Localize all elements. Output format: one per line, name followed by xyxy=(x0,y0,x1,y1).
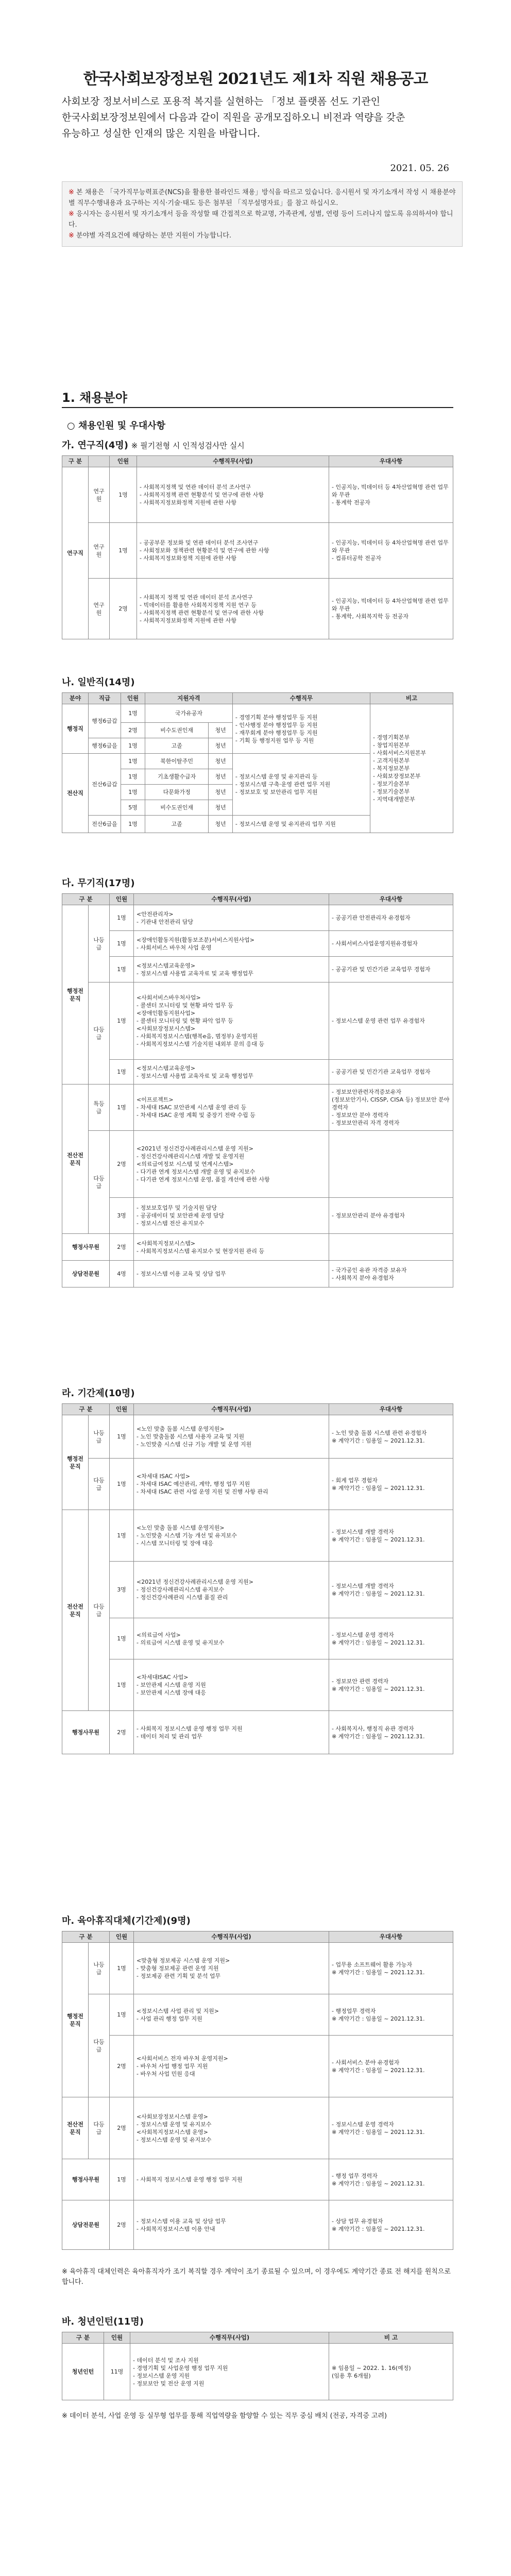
qual-cell: 국가유공자 xyxy=(145,704,233,723)
qual2-cell: 청년 xyxy=(209,816,233,833)
pref-cell: - 정보시스템 운영 경력자 ※ 계약기간 : 임용일 ~ 2021.12.31. xyxy=(329,1618,453,1659)
bullet-icon: ※ xyxy=(69,232,77,240)
table-heading-general: 나. 일반직(14명) xyxy=(62,677,135,688)
count-cell: 2명 xyxy=(121,723,145,738)
duties-cell: - 공공부문 정보화 및 연관 데이터 분석 조사연구 - 사회정보화 정책관련 현황분석 및 연구에 관한 사항 - 사회복지정보화정책 지원에 관한 사항 xyxy=(137,523,329,579)
count-cell: 1명 xyxy=(110,2159,134,2200)
field-cell: 행정직 xyxy=(62,704,89,754)
count-cell: 11명 xyxy=(104,2344,130,2400)
duties-cell: - 데이터 분석 및 조사 지원 - 경영기획 및 사업운영 행정 업무 지원 - 정보시스템 운영 지원 - 정보보안 및 전산 운영 지원 xyxy=(130,2344,329,2400)
table-permanent xyxy=(62,893,453,1287)
table-row xyxy=(62,1994,453,2036)
table-row xyxy=(62,1261,453,1287)
table-row xyxy=(62,2200,453,2250)
count-cell: 2명 xyxy=(110,1711,134,1754)
note-cell: - 경영기획본부 - 창업지원본부 - 사회서비스지원본부 - 고객지원본부 - 복지정보본부 - 사회보장정보본부 - 정보기술본부 - 정보기술본부 - 지역대개발본부 xyxy=(370,704,453,833)
column-header: 인원 xyxy=(110,456,137,467)
pref-cell: - 회계 업무 경험자 ※ 계약기간 : 임용일 ~ 2021.12.31. xyxy=(329,1459,453,1510)
sub-cell: 연구원 xyxy=(89,579,110,639)
column-header: 지원자격 xyxy=(145,693,233,704)
grade-cell: 다등급 xyxy=(89,982,110,1084)
grade-cell: 나등급 xyxy=(89,905,110,982)
table-row xyxy=(62,1084,453,1131)
duties-cell: <의료급여 사업> - 의료급여 시스템 운영 및 유지보수 xyxy=(134,1618,329,1659)
count-cell: 1명 xyxy=(110,523,137,579)
table-row xyxy=(62,2344,453,2400)
count-cell: 1명 xyxy=(110,467,137,523)
table-header-row xyxy=(62,693,453,704)
table-row xyxy=(62,905,453,931)
duties-cell: <노인 맞춤 돌봄 시스템 운영지원> - 노인맞춤 시스템 기능 개선 및 유지보수 - 시스템 모니터링 및 장애 대응 xyxy=(134,1510,329,1562)
column-header: 인원 xyxy=(110,894,134,905)
grade-cell: 행정6급을 xyxy=(89,738,121,754)
duties-cell: <정보시스템교육운영> - 정보시스템 사용법 교육자료 및 교육 행정업무 xyxy=(134,957,329,982)
duties-cell: <사회보장정보시스템 운영> - 정보시스템 운영 및 유지보수 <사회복지정보시스템 운영> - 정보시스템 운영 및 유지보수 xyxy=(134,2097,329,2159)
group-cell: 행정사무원 xyxy=(62,1234,110,1261)
qual2-cell: 청년 xyxy=(209,785,233,800)
table-row xyxy=(62,1562,453,1618)
count-cell: 3명 xyxy=(110,1562,134,1618)
subsection-heading: ○ 채용인원 및 우대사항 xyxy=(67,420,166,431)
count-cell: 1명 xyxy=(110,982,134,1060)
table-header-row xyxy=(62,2332,453,2344)
pref-cell: - 노인 맞춤 돌봄 시스템 관련 유경험자 ※ 계약기간 : 임용일 ~ 2021.12.31. xyxy=(329,1415,453,1459)
pref-cell xyxy=(329,1234,453,1261)
pref-cell: - 사회서비스사업운영지원유경험자 xyxy=(329,931,453,957)
group-cell: 행정전문직 xyxy=(62,1415,89,1510)
grade-cell: 행정6급갑 xyxy=(89,704,121,738)
grade-cell: 나등급 xyxy=(89,1943,110,1994)
table-contract xyxy=(62,1403,453,1754)
count-cell: 1명 xyxy=(110,1060,134,1084)
table-row xyxy=(62,1711,453,1754)
pref-cell: - 사회서비스 분야 유경험자 ※ 계약기간 : 임용일 ~ 2021.12.31. xyxy=(329,2036,453,2097)
group-cell: 전산전문직 xyxy=(62,1084,89,1234)
circle-icon: ○ xyxy=(67,420,78,431)
column-header: 구 분 xyxy=(62,1404,110,1415)
table-header-row xyxy=(62,1404,453,1415)
grade-cell: 전산6급을 xyxy=(89,816,121,833)
group-cell: 행정사무원 xyxy=(62,2159,110,2200)
duties-cell: <차세대ISAC 사업> - 보안관제 시스템 운영 지원 - 보안관제 시스템 장애 대응 xyxy=(134,1659,329,1711)
duties-cell: - 정보시스템 운영 및 유지관리 업무 지원 xyxy=(232,816,370,833)
group-cell: 행정사무원 xyxy=(62,1711,110,1754)
table-row xyxy=(62,1060,453,1084)
pref-cell: - 인공지능, 빅데이터 등 4차산업혁명 관련 업무와 무관 - 통계학, 사회복지학 등 전공자 xyxy=(329,579,453,639)
table-row xyxy=(62,957,453,982)
pref-cell: - 공공기관 안전관리자 유경험자 xyxy=(329,905,453,931)
table-heading-research: 가. 연구직(4명) ※ 필기전형 시 인적성검사만 실시 xyxy=(62,440,245,451)
column-header: 구 분 xyxy=(62,1931,110,1943)
group-cell: 상담전문원 xyxy=(62,1261,110,1287)
pref-cell: - 상담 업무 유경험자 ※ 계약기간 : 임용일 ~ 2021.12.31. xyxy=(329,2200,453,2250)
column-header: 인원 xyxy=(121,693,145,704)
column-header: 인원 xyxy=(110,1404,134,1415)
duties-cell: <안전관리자> - 기관내 안전관리 담당 xyxy=(134,905,329,931)
grade-cell: 다등급 xyxy=(89,1131,110,1234)
column-header: 수행직무 xyxy=(232,693,370,704)
duties-cell: <사회서비스바우처사업> - 콜센터 모니터링 및 현황 파악 업무 등 <장애인활동지원사업> - 콜센터 모니터링 및 현황 파악 업무 등 <사회보장정보시스템> - 사회복지정보시스템(행복e음, 범정부) 운영지원 - 사회복지정보시스템 기술지원 내외부 문의 응대 등 xyxy=(134,982,329,1060)
duties-cell: <이프로젝트> - 차세대 ISAC 보안관제 시스템 운영 관리 등 - 차세대 ISAC 운영 계획 및 중장기 전략 수립 등 xyxy=(134,1084,329,1131)
table-header-row xyxy=(62,456,453,467)
count-cell: 4명 xyxy=(110,1261,134,1287)
sub-cell: 연구원 xyxy=(89,523,110,579)
count-cell: 1명 xyxy=(110,1084,134,1131)
column-header: 수행직무(사업) xyxy=(137,456,329,467)
duties-cell: <장애인활동지원(활동보조분)서비스지원사업> - 사회서비스 바우처 사업 운영 xyxy=(134,931,329,957)
column-header: 인원 xyxy=(110,1931,134,1943)
column-header: 수행직무(사업) xyxy=(134,1404,329,1415)
qual-cell: 기초생활수급자 xyxy=(145,769,209,785)
pref-cell: - 행정업무 경력자 ※ 계약기간 : 임용일 ~ 2021.12.31. xyxy=(329,1994,453,2036)
duties-cell: - 정보보호업무 및 기술지원 담당 - 공공데이터 및 보안관제 운영 담당 - 정보시스템 전산 유지보수 xyxy=(134,1198,329,1234)
pref-cell: - 정보보안관련자격증보유자 (정보보안기사, CISSP, CISA 등) 정보보안 분야 경력자 - 정보보안 분야 경력자 - 정보보안관리 자격 경력자 xyxy=(329,1084,453,1131)
announcement-date: 2021. 05. 26 xyxy=(390,163,449,174)
count-cell: 2명 xyxy=(110,1234,134,1261)
table-row xyxy=(62,2159,453,2200)
pref-cell: - 정보시스템 운영 경력자 ※ 계약기간 : 임용일 ~ 2021.12.31. xyxy=(329,2097,453,2159)
column-header: 수행직무(사업) xyxy=(134,894,329,905)
qual2-cell: 청년 xyxy=(209,738,233,754)
count-cell: 1명 xyxy=(110,1415,134,1459)
count-cell: 1명 xyxy=(110,905,134,931)
duties-cell: <2021년 정신건강사례관리시스템 운영 지원> - 정신건강사례관리시스템 유지보수 - 정신건강사례관리 시스템 품질 관리 xyxy=(134,1562,329,1618)
table-header-row xyxy=(62,894,453,905)
qual2-cell: 청년 xyxy=(209,769,233,785)
count-cell: 2명 xyxy=(110,1131,134,1198)
column-header: 비 고 xyxy=(329,2332,453,2344)
notice-item: ※ 응시자는 응시원서 및 자기소개서 등을 작성할 때 간접적으로 학교명, 가족관계, 성별, 연령 등이 드러나지 않도록 유의하셔야 합니다. xyxy=(69,210,453,229)
table-row xyxy=(62,1510,453,1562)
count-cell: 1명 xyxy=(110,957,134,982)
duties-cell: - 사회복지정책 및 연관 데이터 분석 조사연구 - 사회복지정책 관련 현황분석 및 연구에 관한 사항 - 사회복지정보화정책 지원에 관한 사항 xyxy=(137,467,329,523)
table-row xyxy=(62,1234,453,1261)
table-heading-intern: 바. 청년인턴(11명) xyxy=(62,2316,144,2327)
table-heading-contract: 라. 기간제(10명) xyxy=(62,1388,135,1399)
count-cell: 5명 xyxy=(121,800,145,816)
grade-cell: 전산6급갑 xyxy=(89,754,121,816)
table-row xyxy=(62,1415,453,1459)
section-divider xyxy=(62,407,453,408)
duties-cell: - 정보시스템 운영 및 유지관리 등 - 정보시스템 구축·운영 관련 업무 지원 - 정보보호 및 보안관리 업무 지원 xyxy=(232,754,370,816)
duties-cell: - 정보시스템 이용 교육 및 상담 업무 xyxy=(134,1261,329,1287)
column-header xyxy=(89,456,110,467)
duties-cell: <2021년 정신건강사례관리시스템 운영 지원> - 정신건강사례관리시스템 개발 및 운영지원 <의료급여정보 시스템 및 연계시스템> - 다기관 연계 정보시스템 개발 운영 및 유지보수 - 다기관 연계 정보시스템 운영, 품질 개선에 관한 사항 xyxy=(134,1131,329,1198)
grade-cell: 다등급 xyxy=(89,2097,110,2159)
grade-cell: 다등급 xyxy=(89,1994,110,2097)
pref-cell: - 국가공인 유관 자격증 보유자 - 사회복지 분야 유경험자 xyxy=(329,1261,453,1287)
pref-cell: - 업무용 소프트웨어 활용 가능자 ※ 계약기간 : 임용일 ~ 2021.12.31. xyxy=(329,1943,453,1994)
field-cell: 전산직 xyxy=(62,754,89,833)
table-header-row xyxy=(62,1931,453,1943)
duties-cell: - 정보시스템 이용 교육 및 상담 업무 - 사회복지정보시스템 이용 안내 xyxy=(134,2200,329,2250)
table-heading-parental: 마. 육아휴직대체(기간제)(9명) xyxy=(62,1916,191,1926)
column-header: 수행직무(사업) xyxy=(134,1931,329,1943)
qual-cell: 고졸 xyxy=(145,816,209,833)
count-cell: 2명 xyxy=(110,579,137,639)
duties-cell: <차세대 ISAC 사업> - 차세대 ISAC 예산관리, 계약, 행정 업무 지원 - 차세대 ISAC 관련 사업 운영 지원 및 진행 사항 관리 xyxy=(134,1459,329,1510)
notice-item: ※ 본 채용은 「국가직무능력표준(NCS)을 활용한 블라인드 채용」방식을 따르고 있습니다. 응시원서 및 자기소개서 작성 시 채용분야별 직무수행내용과 요구하는 지식·기술·태도 등은 첨부된 「직무설명자료」를 참고 하십시오. xyxy=(69,189,456,207)
column-header: 수행직무(사업) xyxy=(130,2332,329,2344)
count-cell: 3명 xyxy=(110,1198,134,1234)
pref-cell: - 행정 업무 경력자 ※ 계약기간 : 임용일 ~ 2021.12.31. xyxy=(329,2159,453,2200)
pref-cell: - 정보시스템 개발 경력자 ※ 계약기간 : 임용일 ~ 2021.12.31. xyxy=(329,1562,453,1618)
table-row xyxy=(62,2097,453,2159)
duties-cell: - 사회복지 정보시스템 운영 행정 업무 지원 xyxy=(134,2159,329,2200)
footnote-intern: ※ 데이터 분석, 사업 운영 등 실무형 업무를 통해 직업역량을 함양할 수 있는 직무 중심 배치 (전공, 자격증 고려) xyxy=(62,2412,387,2420)
count-cell: 1명 xyxy=(121,785,145,800)
column-header: 우대사항 xyxy=(329,1404,453,1415)
footnote-parental: ※ 육아휴직 대체인력은 육아휴직자가 조기 복직할 경우 계약이 조기 종료될 수 있으며, 이 경우에도 계약기간 종료 전 해지를 원칙으로 합니다. xyxy=(62,2268,451,2286)
pref-cell: ※ 임용일 ~ 2022. 1. 16(예정) (임용 후 6개월) xyxy=(329,2344,453,2400)
qual-cell: 비수도권인재 xyxy=(145,723,209,738)
table-research xyxy=(62,455,453,639)
notice-item: ※ 분야별 자격요건에 해당하는 분만 지원이 가능합니다. xyxy=(69,232,232,240)
table-row xyxy=(62,467,453,523)
pref-cell: - 정보시스템 개발 경력자 ※ 계약기간 : 임용일 ~ 2021.12.31. xyxy=(329,1510,453,1562)
qual2-cell: 청년 xyxy=(209,723,233,738)
grade-cell: 나등급 xyxy=(89,1415,110,1459)
count-cell: 1명 xyxy=(110,1659,134,1711)
pref-cell: - 인공지능, 빅데이터 등 4차산업혁명 관련 업무와 무관 - 컴퓨터공학 전공자 xyxy=(329,523,453,579)
count-cell: 1명 xyxy=(110,1459,134,1510)
column-header: 우대사항 xyxy=(329,894,453,905)
duties-cell: <사회복지정보시스템> - 사회복지정보시스템 유지보수 및 현장지원 관리 등 xyxy=(134,1234,329,1261)
count-cell: 1명 xyxy=(121,754,145,769)
column-header: 우대사항 xyxy=(329,1931,453,1943)
table-row xyxy=(62,579,453,639)
column-header: 직급 xyxy=(89,693,121,704)
duties-cell: <사회서비스 전자 바우처 운영지원> - 바우처 사업 행정 업무 지원 - 바우처 사업 민원 응대 xyxy=(134,2036,329,2097)
count-cell: 2명 xyxy=(110,2097,134,2159)
column-header: 구 분 xyxy=(62,2332,104,2344)
table-row xyxy=(62,1618,453,1659)
pref-cell: - 공공기관 및 민간기관 교육업무 경험자 xyxy=(329,957,453,982)
qual-cell: 비수도권인재 xyxy=(145,800,209,816)
page-title: 한국사회보장정보원 2021년도 제1차 직원 채용공고 xyxy=(83,70,428,88)
count-cell: 1명 xyxy=(121,704,145,723)
table-parental xyxy=(62,1931,453,2250)
intro-line: 유능하고 성실한 인재의 많은 지원을 바랍니다. xyxy=(62,128,260,139)
table-row xyxy=(62,931,453,957)
sub-cell: 연구원 xyxy=(89,467,110,523)
duties-cell: - 사회복지 정보시스템 운영 행정 업무 지원 - 데이터 처리 및 관리 업무 xyxy=(134,1711,329,1754)
count-cell: 2명 xyxy=(110,2036,134,2097)
count-cell: 1명 xyxy=(110,1618,134,1659)
qual-cell: 고졸 xyxy=(145,738,209,754)
count-cell: 1명 xyxy=(121,738,145,754)
group-cell: 전산전문직 xyxy=(62,2097,89,2159)
table-row xyxy=(62,1131,453,1198)
intro-line: 사회보장 정보서비스로 포용적 복지를 실현하는 「정보 플랫폼 선도 기관인 xyxy=(62,96,380,107)
section-heading: 1. 채용분야 xyxy=(62,391,127,405)
qual-cell: 다문화가정 xyxy=(145,785,209,800)
grade-cell: 다등급 xyxy=(89,1459,110,1510)
count-cell: 1명 xyxy=(110,1994,134,2036)
qual2-cell: 청년 xyxy=(209,800,233,816)
column-header: 분야 xyxy=(62,693,89,704)
count-cell: 1명 xyxy=(110,1943,134,1994)
table-row xyxy=(62,523,453,579)
qual-cell: 북한이탈주민 xyxy=(145,754,209,769)
table-heading-permanent: 다. 무기직(17명) xyxy=(62,878,135,889)
bullet-icon: ※ xyxy=(69,189,77,196)
duties-cell: <노인 맞춤 돌봄 시스템 운영지원> - 노인 맞춤돌봄 시스템 사용자 교육 및 지원 - 노인맞춤 시스템 신규 기능 개발 및 운영 지원 xyxy=(134,1415,329,1459)
column-header: 우대사항 xyxy=(329,456,453,467)
duties-cell: <정보시스템 사업 관리 및 지원> - 사업 관리 행정 업무 지원 xyxy=(134,1994,329,2036)
pref-cell xyxy=(329,1131,453,1198)
table-row xyxy=(62,1659,453,1711)
group-cell: 행정전문직 xyxy=(62,1943,89,2097)
count-cell: 1명 xyxy=(121,816,145,833)
table-general xyxy=(62,692,453,833)
count-cell: 1명 xyxy=(110,1510,134,1562)
pref-cell: - 정보보안 관련 경력자 ※ 계약기간 : 임용일 ~ 2021.12.31. xyxy=(329,1659,453,1711)
column-header: 구 분 xyxy=(62,894,110,905)
table-row xyxy=(62,704,453,723)
table-intern xyxy=(62,2332,453,2400)
pref-cell: - 공공기관 및 민간기관 교육업무 경험자 xyxy=(329,1060,453,1084)
count-cell: 1명 xyxy=(110,931,134,957)
pref-cell: - 정보보안관리 분야 유경험자 xyxy=(329,1198,453,1234)
duties-cell: <맞춤형 정보제공 시스템 운영 지원> - 맞춤형 정보제공 관련 운영 지원 - 정보제공 관련 기획 및 분석 업무 xyxy=(134,1943,329,1994)
grade-cell: 다등급 xyxy=(89,1510,110,1711)
notice-box xyxy=(62,181,463,247)
column-header: 비고 xyxy=(370,693,453,704)
group-cell: 행정전문직 xyxy=(62,905,89,1084)
column-header: 인원 xyxy=(104,2332,130,2344)
count-cell: 1명 xyxy=(121,769,145,785)
table-row xyxy=(62,1198,453,1234)
table-row xyxy=(62,1943,453,1994)
intro-paragraph xyxy=(62,94,453,142)
grade-cell: 특등급 xyxy=(89,1084,110,1131)
qual2-cell: 청년 xyxy=(209,754,233,769)
column-header: 구 분 xyxy=(62,456,89,467)
bullet-icon: ※ xyxy=(69,210,77,218)
group-cell: 전산전문직 xyxy=(62,1510,89,1711)
duties-cell: - 사회복지 정책 및 연관 데이터 분석 조사연구 - 빅데이터를 활용한 사회복지정책 지원 연구 등 - 사회복지정책 관련 현황분석 및 연구에 관한 사항 - 사회복지정보화정책 지원에 관한 사항 xyxy=(137,579,329,639)
intro-line: 한국사회보장정보원에서 다음과 같이 직원을 공개모집하오니 비전과 역량을 갖춘 xyxy=(62,112,405,123)
table-row xyxy=(62,982,453,1060)
table-row xyxy=(62,2036,453,2097)
duties-cell: <정보시스템교육운영> - 정보시스템 사용법 교육자료 및 교육 행정업무 xyxy=(134,1060,329,1084)
pref-cell: - 인공지능, 빅데이터 등 4차산업혁명 관련 업무와 무관 - 통계학 전공자 xyxy=(329,467,453,523)
table-row xyxy=(62,1459,453,1510)
pref-cell: - 정보시스템 운영 관련 업무 유경험자 xyxy=(329,982,453,1060)
group-cell: 상담전문원 xyxy=(62,2200,110,2250)
group-cell: 청년인턴 xyxy=(62,2344,104,2400)
duties-cell: - 경영기획 분야 행정업무 등 지원 - 인사행정 분야 행정업무 등 지원 - 재무회계 분야 행정업무 등 지원 - 기획 등 행정지원 업무 등 지원 xyxy=(232,704,370,754)
count-cell: 2명 xyxy=(110,2200,134,2250)
pref-cell: - 사회복지사, 행정직 유관 경력자 ※ 계약기간 : 임용일 ~ 2021.12.31. xyxy=(329,1711,453,1754)
group-cell: 연구직 xyxy=(62,467,89,639)
